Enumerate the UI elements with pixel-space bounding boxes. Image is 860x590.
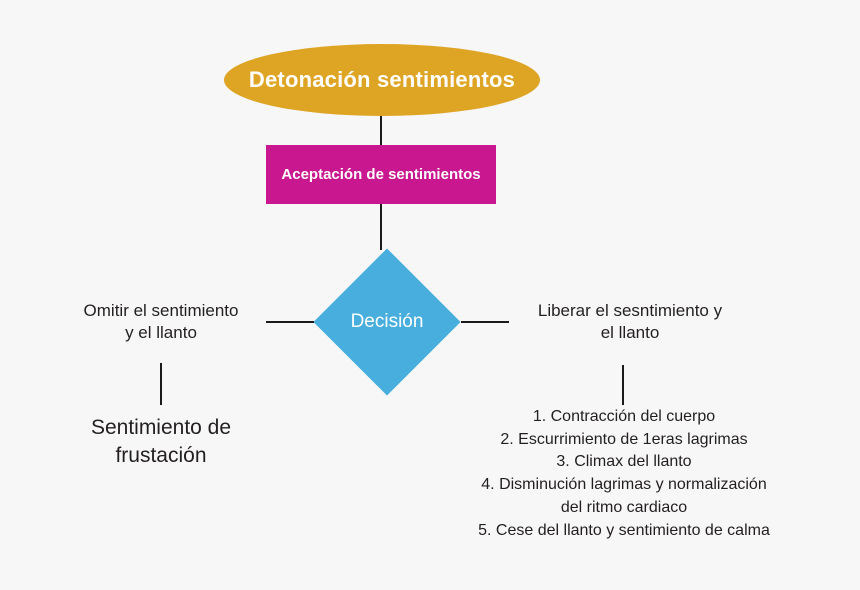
left-branch-label-line2: y el llanto	[125, 323, 197, 343]
step-item: 5. Cese del llanto y sentimiento de calma	[478, 521, 770, 539]
right-branch-label-line1: Liberar el sesntimiento y	[537, 301, 723, 320]
left-branch-label	[38, 300, 284, 345]
step-item: 2. Escurrimiento de 1eras lagrimas	[500, 430, 748, 448]
step-item: 3. Climax del llanto	[556, 453, 692, 471]
right-branch-label	[508, 300, 752, 345]
node-start-label: Detonación sentimientos	[248, 67, 516, 92]
left-branch-label-line1: Omitir el sentimiento	[83, 301, 239, 320]
connector-decision-to-right-branch	[461, 321, 509, 323]
node-process-label: Aceptación de sentimientos	[281, 166, 481, 183]
node-start-ellipse	[224, 44, 540, 116]
left-outcome-line2: frustación	[115, 443, 207, 467]
left-outcome-line1: Sentimiento de	[90, 416, 232, 439]
step-item: 1. Contracción del cuerpo	[532, 408, 716, 425]
node-process-rect	[266, 145, 496, 204]
step-item-continuation: del ritmo cardiaco	[560, 498, 688, 516]
connector-left-branch-to-outcome	[160, 363, 162, 405]
connector-process-to-decision	[380, 204, 382, 250]
node-decision-diamond	[313, 248, 461, 396]
connector-start-to-process	[380, 116, 382, 145]
right-branch-label-line2: el llanto	[600, 323, 660, 343]
left-outcome-text	[40, 414, 282, 469]
connector-right-branch-to-steps	[622, 365, 624, 405]
step-item: 4. Disminución lagrimas y normalización	[481, 476, 767, 494]
node-decision-label: Decisión	[350, 311, 424, 332]
right-outcome-steps	[440, 406, 808, 542]
